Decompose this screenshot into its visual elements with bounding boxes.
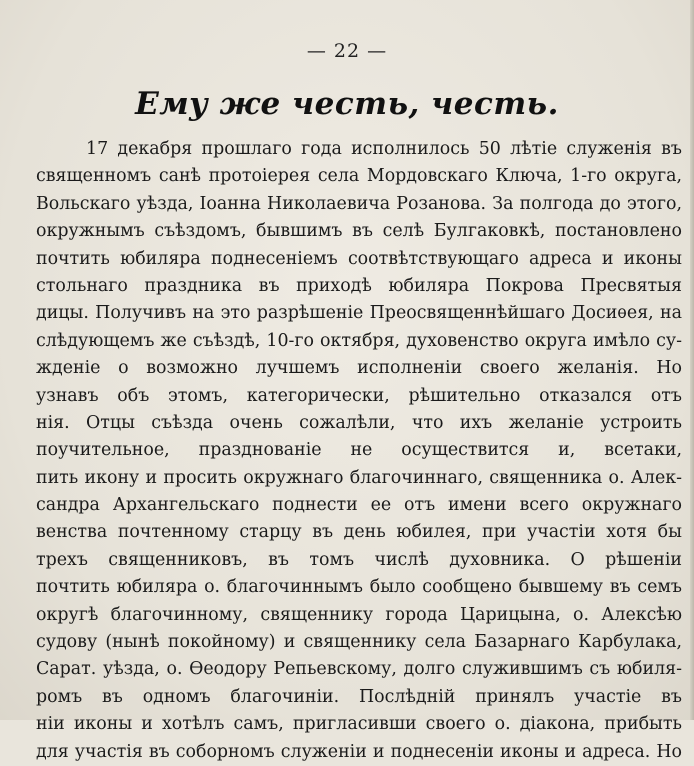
text-line: 17 декабря прошлаго года исполнилось 50 лѣтіе служенія въ — [86, 139, 682, 159]
text-line: священномъ санѣ протоіерея села Мордовскаго Ключа, 1-го округа, — [36, 166, 682, 187]
text-line: поучительное, празднованіе не осуществится и, всетаки, — [36, 440, 682, 461]
article-body — [36, 136, 682, 766]
text-line: Сарат. уѣзда, о. Ѳеодору Репьевскому, долго служившимъ съ юбиля- — [36, 659, 682, 680]
text-line: нія. Отцы съѣзда очень сожалѣли, что ихъ желаніе устроить — [36, 412, 682, 433]
text-line: узнавъ объ этомъ, категорически, рѣшительно отказался отъ — [36, 385, 682, 406]
text-line: ніи иконы и хотѣлъ самъ, пригласивши своего о. діакона, прибыть — [36, 714, 682, 735]
text-line: стольнаго праздника въ приходѣ юбиляра Покрова Пресвятыя — [36, 275, 682, 296]
text-line: сандра Архангельскаго поднести ее отъ имени всего окружнаго — [36, 495, 682, 516]
text-line: Вольскаго уѣзда, Іоанна Николаевича Розанова. За полгода до этого, — [36, 193, 682, 214]
text-line: почтить юбиляра поднесеніемъ соотвѣтствующаго адреса и иконы — [36, 248, 682, 269]
text-line: жденіе о возможно лучшемъ исполненіи своего желанія. Но — [36, 358, 682, 379]
text-line: дицы. Получивъ на это разрѣшеніе Преосвященнѣйшаго Досиѳея, на — [36, 303, 682, 324]
text-line: округѣ благочинному, священнику города Царицына, о. Алексѣю — [36, 604, 682, 625]
text-line: пить икону и просить окружнаго благочиннаго, священника о. Алек- — [36, 467, 682, 488]
text-line: судову (нынѣ покойному) и священнику села Базарнаго Карбулака, — [36, 632, 682, 653]
text-line: трехъ священниковъ, въ томъ числѣ духовника. О рѣшеніи — [36, 549, 682, 570]
article-title: Ему же честь, честь. — [135, 86, 559, 122]
text-line: почтить юбиляра о. благочиннымъ было сообщено бывшему въ семъ — [36, 577, 682, 598]
text-line: слѣдующемъ же съѣздѣ, 10-го октября, духовенство округа имѣло су- — [36, 330, 682, 351]
text-line: окружнымъ съѣздомъ, бывшимъ въ селѣ Булгаковкѣ, постановлено — [36, 221, 682, 242]
text-line: для участія въ соборномъ служеніи и поднесеніи иконы и адреса. Но — [36, 741, 682, 762]
page-edge — [690, 0, 694, 720]
text-line: венства почтенному старцу въ день юбилея, при участіи хотя бы — [36, 522, 682, 543]
page-number: — 22 — — [306, 40, 388, 62]
text-line: ромъ въ одномъ благочиніи. Послѣдній принялъ участіе въ — [36, 686, 682, 707]
